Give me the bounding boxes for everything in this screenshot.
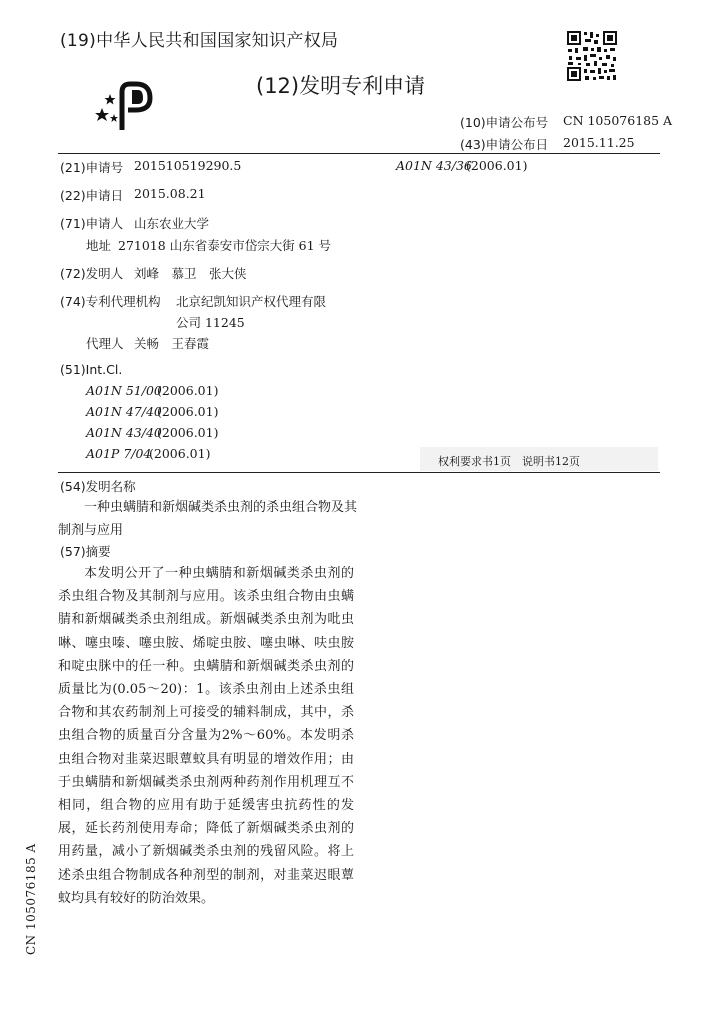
abstract-text: 本发明公开了一种虫螨腈和新烟碱类杀虫剂的杀虫组合物及其制剂与应用。该杀虫组合物由虫螨腈和新烟碱类杀虫剂组成。新烟碱类杀虫剂为吡虫啉、噻虫嗪、噻虫胺、烯啶虫胺、噻虫啉、呋虫胺和啶虫脒中的任一种。虫螨腈和新烟碱类杀虫剂的质量比为(0.05～20)：1。该杀虫剂由上述杀虫组合物和其农药制剂上可接受的辅料制成，其中，杀虫组合物的质量百分含量为2%～60%。本发明杀虫组合物对韭菜迟眼蕈蚊具有明显的增效作用；由于虫螨腈和新烟碱类杀虫剂两种药剂作用机理互不相同，组合物的应用有助于延缓害虫抗药性的发展，延长药剂使用寿命；降低了新烟碱类杀虫剂的用药量，减小了新烟碱类杀虫剂的残留风险。将上述杀虫组合物制成各种剂型的制剂，对韭菜迟眼蕈蚊均具有较好的防治效果。: [58, 566, 354, 906]
cnipa-logo-icon: [92, 80, 156, 132]
inventor-value: 刘峰 慕卫 张大侠: [134, 266, 247, 281]
biblio-divider: [58, 472, 660, 473]
intcl-code-1: A01N 51/00: [86, 383, 162, 398]
side-publication-number: CN 105076185 A: [24, 843, 38, 955]
document-type-title: (12)发明专利申请: [256, 74, 426, 98]
invention-title: 一种虫螨腈和新烟碱类杀虫剂的杀虫组合物及其制剂与应用: [58, 500, 358, 538]
agency-label: (74)专利代理机构: [60, 294, 161, 309]
intcl-year-4: (2006.01): [149, 446, 211, 461]
ipc-right-year: (2006.01): [466, 158, 528, 173]
inventor-label: (72)发明人: [60, 266, 124, 281]
ipc-right-code: A01N 43/36: [396, 158, 472, 173]
intcl-year-2: (2006.01): [157, 404, 219, 419]
qr-code-graphic: [566, 30, 618, 82]
app-no-label: (21)申请号: [60, 160, 124, 175]
pub-no-label: (10)申请公布号: [460, 115, 549, 130]
pub-date-label: (43)申请公布日: [460, 137, 549, 152]
agency-value-line2: 公司 11245: [176, 315, 245, 330]
applicant-label: (71)申请人: [60, 216, 124, 231]
app-date-value: 2015.08.21: [134, 186, 206, 201]
intcl-code-4: A01P 7/04: [86, 446, 152, 461]
abstract-label: (57)摘要: [60, 544, 111, 559]
agent-value: 关畅 王春霞: [134, 336, 210, 351]
address-value: 271018 山东省泰安市岱宗大街 61 号: [118, 238, 332, 253]
cnipa-logo-graphic: [92, 80, 156, 132]
intcl-label: (51)Int.Cl.: [60, 362, 123, 377]
invention-title-label: (54)发明名称: [60, 479, 136, 494]
address-label: 地址: [86, 238, 112, 253]
agency-value-line1: 北京纪凯知识产权代理有限: [176, 294, 327, 309]
header-divider: [58, 153, 660, 154]
qr-code-icon: [566, 30, 618, 82]
intcl-year-1: (2006.01): [157, 383, 219, 398]
applicant-value: 山东农业大学: [134, 216, 210, 231]
app-no-value: 201510519290.5: [134, 158, 242, 173]
office-name: (19)中华人民共和国国家知识产权局: [60, 31, 339, 51]
intcl-code-2: A01N 47/40: [86, 404, 162, 419]
pub-no-value: CN 105076185 A: [563, 113, 673, 128]
app-date-label: (22)申请日: [60, 188, 124, 203]
agent-label: 代理人: [86, 336, 124, 351]
pages-note: 权利要求书1页 说明书12页: [438, 455, 580, 468]
pub-date-value: 2015.11.25: [563, 135, 635, 150]
intcl-code-3: A01N 43/40: [86, 425, 162, 440]
intcl-year-3: (2006.01): [157, 425, 219, 440]
